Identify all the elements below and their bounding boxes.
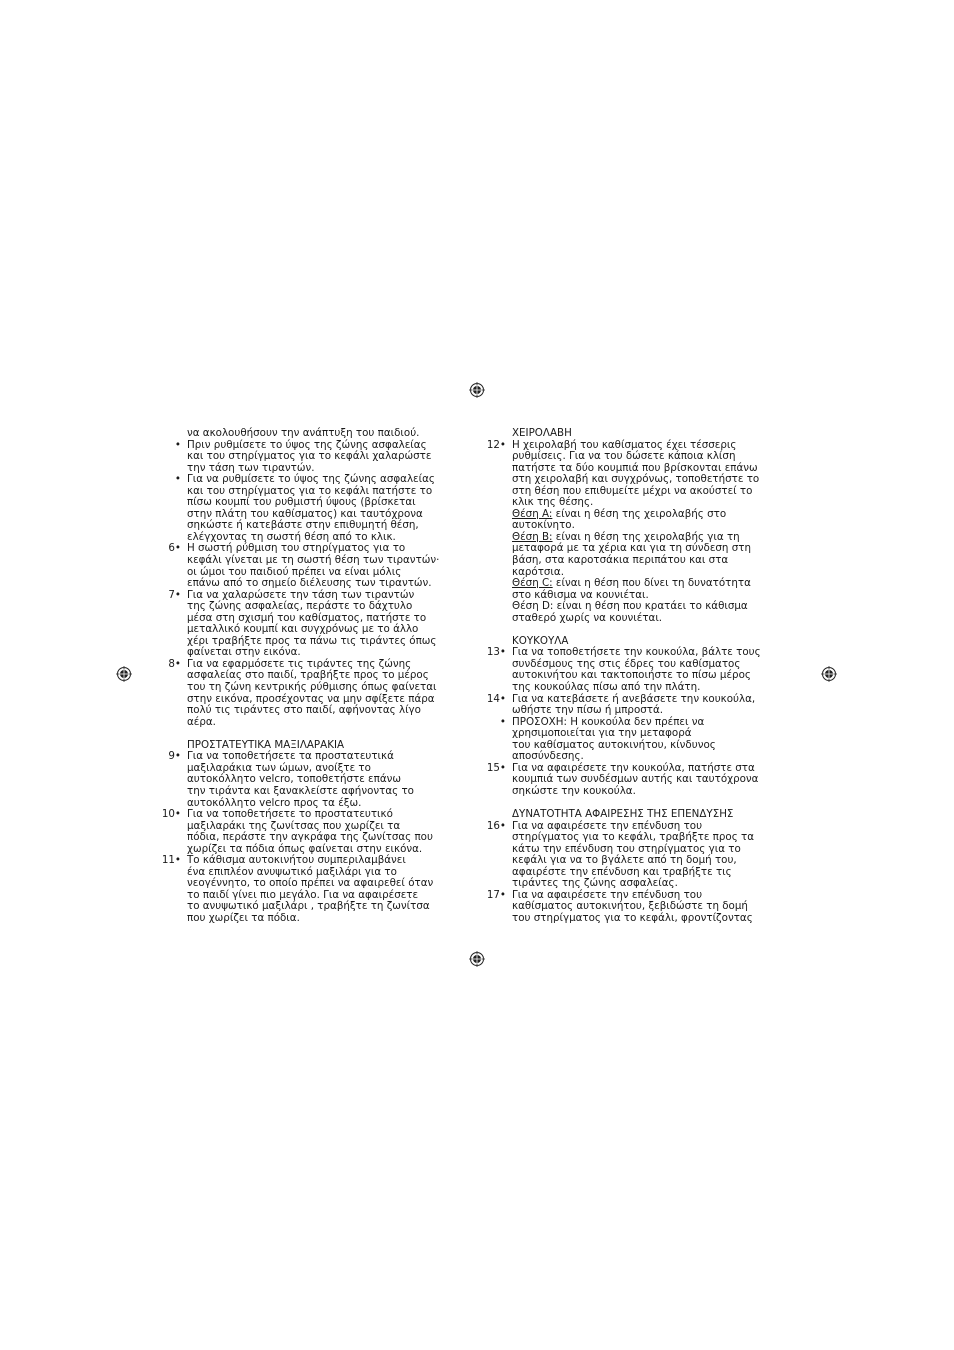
item-marker: •: [174, 438, 181, 451]
position-c: [475, 578, 805, 601]
registration-mark-icon: [469, 382, 485, 398]
item-text: Η σωστή ρύθμιση του στηρίγματος για το κεφάλι γίνεται με τη σωστή θέση των τιραντών· οι ώμοι του παιδιού πρέπει να είναι μόλις επάνω από το σημείο διέλευσης των τιραντών.: [187, 542, 440, 590]
position-a: [475, 509, 805, 532]
left-column: [150, 428, 470, 925]
item-marker: 9•: [168, 750, 181, 763]
item-text: Για να τοποθετήσετε την κουκούλα, βάλτε τους συνδέσμους της στις έδρες του καθίσματος αυτοκινήτου και τακτοποιήστε το πίσω μέρος της κουκούλας πίσω από την πλάτη.: [512, 646, 761, 694]
item-text: Πριν ρυθμίσετε το ύψος της ζώνης ασφαλείας και του στηρίγματος για το κεφάλι χαλαρώστε την τάση των τιραντών.: [187, 438, 432, 474]
item-text: Για να κατεβάσετε ή ανεβάσετε την κουκούλα, ωθήστε την πίσω ή μπροστά.: [512, 692, 756, 717]
bullet-item: [150, 440, 470, 475]
item-marker: •: [499, 715, 506, 728]
numbered-item-10: [150, 809, 470, 855]
item-text: Για να τοποθετήσετε το προστατευτικό μαξιλαράκι της ζωνίτσας που χωρίζει τα πόδια, περάστε την αγκράφα της ζωνίτσας που χωρίζει τα πόδια όπως φαίνεται στην εικόνα.: [187, 808, 433, 855]
registration-mark-icon: [116, 666, 132, 682]
item-text: Για να χαλαρώσετε την τάση των τιραντών της ζώνης ασφαλείας, περάστε το δάχτυλο μέσα στη σχισμή του καθίσματος, πατήστε το μεταλλικό κουμπί και συγχρόνως με το άλλο χέρι τραβήξτε προς τα πάνω τις τιράντες όπως φαίνεται στην εικόνα.: [187, 588, 437, 659]
item-marker: 11•: [161, 854, 181, 867]
item-marker: 17•: [486, 888, 506, 901]
position-text: είναι η θέση της χειρολαβής για τη μεταφορά με τα χέρια και για τη σύνδεση στη βάση, στα καροτσάκια περιπάτου και στα καρότσια.: [512, 530, 751, 578]
numbered-item-7: [150, 590, 470, 659]
item-marker: 10•: [161, 808, 181, 821]
position-d: Θέση D: είναι η θέση που κρατάει το κάθισμα σταθερό χωρίς να κουνιέται.: [512, 600, 748, 624]
position-text: είναι η θέση που δίνει τη δυνατότητα στο κάθισμα να κουνιέται.: [512, 577, 751, 601]
numbered-item-6: [150, 543, 470, 589]
item-text: Για να τοποθετήσετε τα προστατευτικά μαξιλαράκια των ώμων, ανοίξτε το αυτοκόλλητο velcro, τοποθετήστε επάνω την τιράντα και ξανακλείστε αφήνοντας το αυτοκόλλητο velcro προς τα έξω.: [187, 750, 414, 809]
item-text: Για να αφαιρέσετε την επένδυση του καθίσματος αυτοκινήτου, ξεβιδώστε τη δομή του στηρίγματος για το κεφάλι, φροντίζοντας: [512, 888, 753, 924]
section-heading: ΧΕΙΡΟΛΑΒΗ: [512, 427, 572, 439]
item-marker: 16•: [486, 819, 506, 832]
numbered-item-12: [475, 440, 805, 509]
numbered-item-15: [475, 763, 805, 798]
position-text: είναι η θέση της χειρολαβής στο αυτοκίνητο.: [512, 507, 727, 532]
position-label: Θέση A:: [512, 507, 553, 520]
item-marker: 6•: [168, 542, 181, 555]
warning-item: [475, 717, 805, 763]
item-text: Για να αφαιρέσετε την κουκούλα, πατήστε στα κουμπιά των συνδέσμων αυτής και ταυτόχρονα σηκώστε την κουκούλα.: [512, 761, 759, 797]
item-marker: 7•: [168, 588, 181, 601]
item-marker: 14•: [486, 692, 506, 705]
item-text: Για να εφαρμόσετε τις τιράντες της ζώνης ασφαλείας στο παιδί, τραβήξτε προς το μέρος του τη ζώνη κεντρικής ρύθμισης όπως φαίνεται στην εικόνα, προσέχοντας να μην σφίξετε πάρα πολύ τις τιράντες στο παιδί, αφήνοντας λίγο αέρα.: [187, 657, 437, 728]
bullet-item: [150, 474, 470, 543]
numbered-item-14: [475, 694, 805, 717]
numbered-item-9: [150, 751, 470, 809]
item-marker: 15•: [486, 761, 506, 774]
item-marker: •: [174, 473, 181, 486]
paragraph: να ακολουθήσουν την ανάπτυξη του παιδιού.: [187, 427, 420, 439]
section-heading: ΚΟΥΚΟΥΛΑ: [512, 634, 569, 647]
section-heading: ΔΥΝΑΤΟΤΗΤΑ ΑΦΑΙΡΕΣΗΣ ΤΗΣ ΕΠΕΝΔΥΣΗΣ: [512, 808, 734, 821]
section-heading: ΠΡΟΣΤΑΤΕΥΤΙΚΑ ΜΑΞΙΛΑΡΑΚΙΑ: [187, 738, 345, 751]
item-text: Για να αφαιρέσετε την επένδυση του στηρίγματος για το κεφάλι, τραβήξτε προς τα κάτω την επένδυση του στηρίγματος για το κεφάλι για να το βγάλετε από τη δομή του, αφαιρέστε την επένδυση και τραβήξτε τις τιράντες της ζώνης ασφαλείας.: [512, 819, 755, 890]
right-column: [475, 428, 805, 925]
numbered-item-11: [150, 855, 470, 924]
position-label: Θέση C:: [512, 577, 553, 590]
position-label: Θέση B:: [512, 530, 553, 543]
registration-mark-icon: [469, 951, 485, 967]
item-text: Για να ρυθμίσετε το ύψος της ζώνης ασφαλείας και του στηρίγματος για το κεφάλι πατήστε το πίσω κουμπί του ρυθμιστή ύψους (βρίσκεται στην πλάτη του καθίσματος) και ταυτόχρονα σηκώστε ή κατεβάστε στην επιθυμητή θέση, ελέγχοντας τη σωστή θέση από το κλικ.: [187, 473, 435, 543]
item-marker: 13•: [486, 646, 506, 659]
item-marker: 12•: [486, 438, 506, 451]
item-text: Η χειρολαβή του καθίσματος έχει τέσσερις ρυθμίσεις. Για να του δώσετε κάποια κλίση πατήστε τα δύο κουμπιά που βρίσκονται επάνω στη χειρολαβή και συγχρόνως, τοποθετήστε το στη θέση που επιθυμείτε μέχρι να ακούστεί το κλικ της θέσης.: [512, 438, 760, 509]
item-text: ΠΡΟΣΟΧΗ: Η κουκούλα δεν πρέπει να χρησιμοποιείται για την μεταφορά του καθίσματος αυτοκινήτου, κίνδυνος αποσύνδεσης.: [512, 715, 716, 763]
numbered-item-16: [475, 821, 805, 890]
item-text: Το κάθισμα αυτοκινήτου συμπεριλαμβάνει ένα επιπλέον ανυψωτικό μαξιλάρι για το νεογέννητο, το οποίο πρέπει να αφαιρεθεί όταν το παιδί γίνει πιο μεγάλο. Για να αφαιρέσετε το ανυψωτικό μαξιλάρι , τραβήξτε τη ζωνίτσα που χωρίζει τα πόδια.: [187, 854, 434, 924]
numbered-item-17: [475, 890, 805, 925]
numbered-item-13: [475, 647, 805, 693]
item-marker: 8•: [168, 657, 181, 670]
registration-mark-icon: [821, 666, 837, 682]
numbered-item-8: [150, 659, 470, 728]
position-b: [475, 532, 805, 578]
